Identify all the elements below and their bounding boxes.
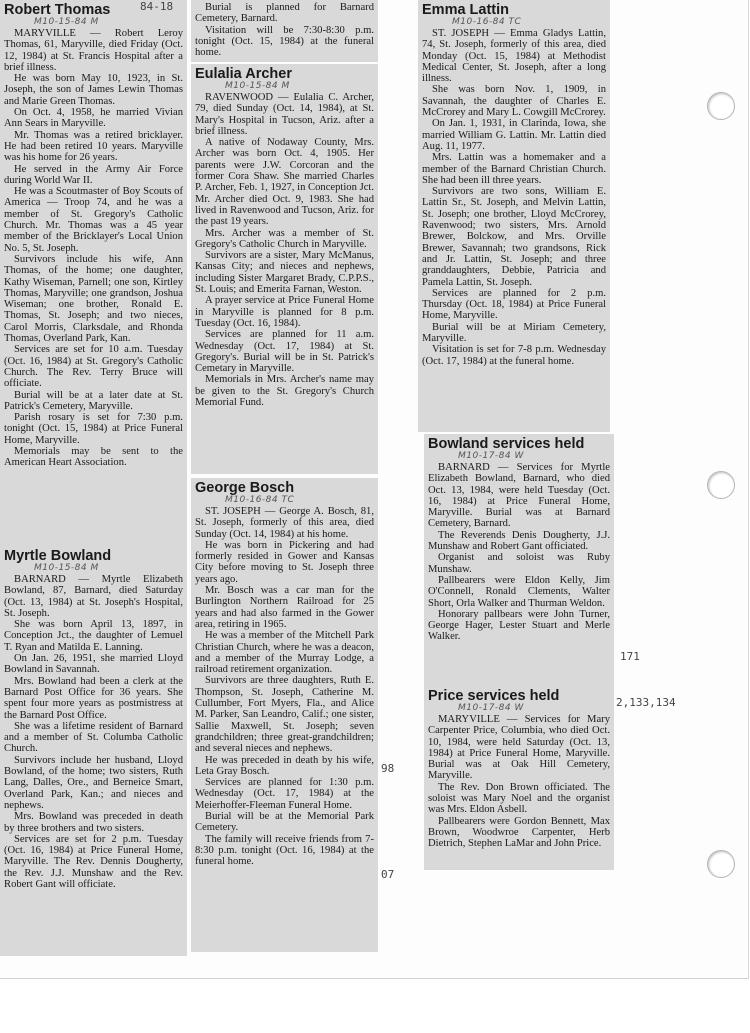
- margin-number: 2,133,134: [616, 696, 676, 709]
- obituary-paragraph: On Oct. 4, 1958, he married Vivian Ann Sears in Maryville.: [4, 107, 183, 130]
- obituary-paragraph: She was a lifetime resident of Barnard and a member of St. Columba Catholic Church.: [4, 720, 183, 755]
- obituary-paragraph: Pallbearers were Eldon Kelly, Jim O'Connell, Ronald Clements, Walter Short, Orla Walker and Thurman Weldon.: [428, 574, 610, 609]
- obituary-paragraph: He was preceded in death by his wife, Leta Gray Bosch.: [195, 754, 374, 777]
- handwritten-date-note: M10-16-84 TC: [225, 495, 295, 505]
- obituary-paragraph: MARYVILLE — Robert Leroy Thomas, 61, Maryville, died Friday (Oct. 12, 1984) at St. Francis Hospital after a brief illness.: [4, 28, 183, 73]
- obituary-paragraph: Mrs. Bowland was preceded in death by three brothers and two sisters.: [4, 811, 183, 834]
- obituary-paragraph: Organist and soloist was Ruby Munshaw.: [428, 552, 610, 575]
- obituary-paragraph: He was a member of the Mitchell Park Christian Church, where he was a deacon, and a member of the Murray Lodge, a railroad retirement organization.: [195, 630, 374, 676]
- obituary-paragraph: Memorials in Mrs. Archer's name may be given to the St. Gregory's Church Memorial Fund.: [195, 374, 374, 409]
- obituary-george-bosch: [191, 478, 378, 952]
- obituary-continuation: [191, 0, 378, 62]
- obituary-title: Robert Thomas: [4, 2, 111, 18]
- obituary-paragraph: Visitation will be 7:30-8:30 p.m. tonight (Oct. 15, 1984) at the funeral home.: [195, 24, 374, 59]
- obituary-body: [195, 92, 374, 408]
- obituary-paragraph: A prayer service at Price Funeral Home in Maryville is planned for 8 p.m. Tuesday (Oct. 16, 1984).: [195, 295, 374, 329]
- obituary-paragraph: On Jan. 26, 1951, she married Lloyd Bowland in Savannah.: [4, 653, 183, 676]
- obituary-body: [195, 2, 374, 58]
- notice-price-services: [424, 686, 614, 870]
- obituary-paragraph: ST. JOSEPH — George A. Bosch, 81, St. Joseph, formerly of this area, died Sunday (Oct. 14, 1984) at his home.: [195, 506, 374, 540]
- obituary-paragraph: Burial will be at the Memorial Park Cemetery.: [195, 811, 374, 834]
- handwritten-date-note: M10-17-84 W: [458, 703, 524, 713]
- obituary-body: [195, 506, 374, 868]
- notice-title: Bowland services held: [428, 436, 585, 452]
- obituary-paragraph: Survivors include her husband, Lloyd Bowland, of the home; two sisters, Ruth Lang, Dalles, Ore., and Berneice Smart, Overland Park, Kan.; and nieces and nephews.: [4, 754, 183, 811]
- obituary-myrtle-bowland: [0, 546, 187, 956]
- handwritten-date-note: M10-15-84 M: [34, 563, 99, 573]
- margin-number: 84-18: [140, 0, 174, 13]
- handwritten-date-note: M10-17-84 W: [458, 451, 524, 461]
- obituary-paragraph: ST. JOSEPH — Emma Gladys Lattin, 74, St. Joseph, formerly of this area, died Monday (Oct. 15, 1984) at Methodist Medical Center, St. Joseph, after a long illness.: [422, 28, 606, 85]
- obituary-paragraph: He was born in Pickering and had formerly resided in Gower and Kansas City before moving to St. Joseph three years ago.: [195, 539, 374, 585]
- obituary-paragraph: Survivors are three daughters, Ruth E. Thompson, St. Joseph, Catherine M. Cullumber, Fort Myers, Fla., and Alice M. Parker, San Leandro, Calif.; one sister, Sallie Maxwell, St. Joseph; seven grandchildren; three great-grandchildren; and several nieces and nephews.: [195, 675, 374, 755]
- obituary-paragraph: The family will receive friends from 7-8:30 p.m. tonight (Oct. 16, 1984) at the funeral home.: [195, 833, 374, 868]
- obituary-paragraph: He was a Scoutmaster of Boy Scouts of America — Troop 74, and he was a member of St. Gregory's Catholic Church. Mr. Thomas was a 45 year member of the Bricklayer's Local Union No. 5, St. Joseph.: [4, 186, 183, 254]
- obituary-paragraph: Honorary pallbears were John Turner, George Hager, Lester Stuart and Merle Walker.: [428, 608, 610, 643]
- obituary-paragraph: Pallbearers were Gordon Bennett, Max Brown, Woodwroe Carpenter, Herb Dietrich, Stephen LaMar and John Price.: [428, 815, 610, 850]
- obituary-paragraph: Burial will be at a later date at St. Patrick's Cemetery, Maryville.: [4, 389, 183, 412]
- obituary-paragraph: Parish rosary is set for 7:30 p.m. tonight (Oct. 15, 1984) at Price Funeral Home, Maryville.: [4, 412, 183, 446]
- obituary-paragraph: Services are planned for 11 a.m. Wednesday (Oct. 17, 1984) at St. Gregory's. Burial will be in St. Patrick's Cemetary in Maryville.: [195, 329, 374, 375]
- obituary-paragraph: BARNARD — Services for Myrtle Elizabeth Bowland, Barnard, who died Oct. 13, 1984, were held Tuesday (Oct. 16, 1984) at Price Funeral Home, Maryville. Burial was at Barnard Cemetery, Barnard.: [428, 462, 610, 530]
- obituary-paragraph: Mr. Bosch was a car man for the Burlington Northern Railroad for 25 years and had also farmed in the Gower area, retiring in 1965.: [195, 585, 374, 630]
- margin-number: 07: [381, 868, 395, 881]
- obituary-paragraph: Memorials may be sent to the American Heart Association.: [4, 445, 183, 469]
- obituary-paragraph: Mr. Thomas was a retired bricklayer. He had been retired 10 years. Maryville was his home for 26 years.: [4, 129, 183, 164]
- obituary-paragraph: He served in the Army Air Force during World War II.: [4, 163, 183, 186]
- obituary-title: Myrtle Bowland: [4, 548, 112, 564]
- binder-hole-top: [707, 92, 735, 120]
- handwritten-date-note: M10-16-84 TC: [452, 17, 522, 27]
- notice-body: [428, 714, 610, 850]
- obituary-paragraph: RAVENWOOD — Eulalia C. Archer, 79, died Sunday (Oct. 14, 1984), at St. Mary's Hospital in Tucson, Ariz. after a brief illness.: [195, 92, 374, 137]
- obituary-paragraph: She was born April 13, 1897, in Conception Jct., the daughter of Lemuel T. Ryan and Matilda E. Lanning.: [4, 619, 183, 653]
- obituary-paragraph: BARNARD — Myrtle Elizabeth Bowland, 87, Barnard, died Saturday (Oct. 13, 1984) at St. Joseph's Hospital, St. Joseph.: [4, 574, 183, 619]
- obituary-title: Eulalia Archer: [195, 66, 292, 82]
- handwritten-date-note: M10-15-84 M: [225, 81, 290, 91]
- notice-body: [428, 462, 610, 643]
- obituary-paragraph: Services are set for 2 p.m. Tuesday (Oct. 16, 1984) at Price Funeral Home, Maryville. The Rev. Dennis Dougherty, the Rev. J.J. Munshaw and the Rev. Robert Gant will officiate.: [4, 833, 183, 891]
- obituary-title: Emma Lattin: [422, 2, 510, 18]
- obituary-paragraph: Services are planned for 1:30 p.m. Wednesday (Oct. 17, 1984) at the Meierhoffer-Fleeman Funeral Home.: [195, 777, 374, 811]
- obituary-paragraph: MARYVILLE — Services for Mary Carpenter Price, Columbia, who died Oct. 10, 1984, were held Saturday (Oct. 13, 1984) at Price Funeral Home, Maryville. Burial was at Oak Hill Cemetery, Maryville.: [428, 714, 610, 782]
- obituary-paragraph: Visitation is set for 7-8 p.m. Wednesday (Oct. 17, 1984) at the funeral home.: [422, 344, 606, 367]
- obituary-body: [4, 574, 183, 890]
- margin-number: 98: [381, 762, 395, 775]
- obituary-paragraph: Services are set for 10 a.m. Tuesday (Oct. 16, 1984) at St. Gregory's Catholic Church. The Rev. Terry Bruce will officiate.: [4, 344, 183, 390]
- notice-title: Price services held: [428, 688, 560, 704]
- obituary-paragraph: On Jan. 1, 1931, in Clarinda, Iowa, she married William G. Lattin. Mr. Lattin died Aug. 11, 1977.: [422, 118, 606, 152]
- handwritten-date-note: M10-15-84 M: [34, 17, 99, 27]
- obituary-eulalia-archer: [191, 64, 378, 474]
- obituary-robert-thomas: [0, 0, 187, 546]
- binder-hole-middle: [707, 471, 735, 499]
- obituary-paragraph: Mrs. Archer was a member of St. Gregory's Catholic Church in Maryville.: [195, 227, 374, 250]
- obituary-paragraph: He was born May 10, 1923, in St. Joseph, the son of James Lewin Thomas and Marie Green Thomas.: [4, 73, 183, 107]
- obituary-paragraph: Services are planned for 2 p.m. Thursday (Oct. 18, 1984) at Price Funeral Home, Maryville.: [422, 287, 606, 322]
- obituary-body: [422, 28, 606, 367]
- binder-hole-bottom: [707, 850, 735, 878]
- obituary-paragraph: Survivors are two sons, William E. Lattin Sr., St. Joseph, and Melvin Lattin, St. Joseph; one brother, Lloyd McCrorey, Ravenwood; two sisters, Mrs. Arnold Brewer, Bolckow, and Mrs. Orville Brewer, Savannah; two grandsons, Rick and Jr. Lattin, St. Joseph; and three granddaughters, Debbie, Patricia and Pamela Lattin, St. Joseph.: [422, 186, 606, 288]
- obituary-paragraph: A native of Nodaway County, Mrs. Archer was born Oct. 4, 1905. Her parents were J.W. Corcoran and the former Cora Shaw. She married Charles P. Archer, Feb. 1, 1927, in Conception Jct. Mr. Archer died Oct. 9, 1983. She had lived in Ravenwood and Tucson, Ariz. for the past 19 years.: [195, 137, 374, 228]
- obituary-paragraph: Survivors include his wife, Ann Thomas, of the home; one daughter, Kathy Wiseman, Parnell; one son, Kirtley Thomas, Maryville; one grandson, Joshua Wiseman; one brother, Ronald E. Thomas, St. Joseph; and two nieces, Carol Morris, Clarksdale, and Rhonda Thomas, Overland Park, Kan.: [4, 253, 183, 345]
- notice-bowland-services: [424, 434, 614, 686]
- obituary-title: George Bosch: [195, 480, 295, 496]
- obituary-paragraph: Mrs. Lattin was a homemaker and a member of the Barnard Christian Church. She had been ill three years.: [422, 152, 606, 186]
- obituary-paragraph: The Rev. Don Brown officiated. The soloist was Mary Noel and the organist was Mrs. Eldon Asbell.: [428, 781, 610, 816]
- obituary-paragraph: The Reverends Denis Dougherty, J.J. Munshaw and Robert Gant officiated.: [428, 529, 610, 553]
- margin-number: 171: [620, 650, 640, 663]
- obituary-body: [4, 28, 183, 469]
- obituary-paragraph: Mrs. Bowland had been a clerk at the Barnard Post Office for 36 years. She spent four more years as postmistress at the Barnard Post Office.: [4, 675, 183, 721]
- obituary-paragraph: Survivors are a sister, Mary McManus, Kansas City; and nieces and nephews, including Sister Margaret Brady, C.P.P.S., St. Louis; and Emerita Farnan, Weston.: [195, 250, 374, 296]
- obituary-paragraph: Burial will be at Miriam Cemetery, Maryville.: [422, 321, 606, 345]
- obituary-paragraph: Burial is planned for Barnard Cemetery, Barnard.: [195, 2, 374, 25]
- obituary-emma-lattin: [418, 0, 610, 432]
- obituary-paragraph: She was born Nov. 1, 1909, in Savannah, the daughter of Charles E. McCrorey and Mary L. Cowgill McCrorey.: [422, 84, 606, 119]
